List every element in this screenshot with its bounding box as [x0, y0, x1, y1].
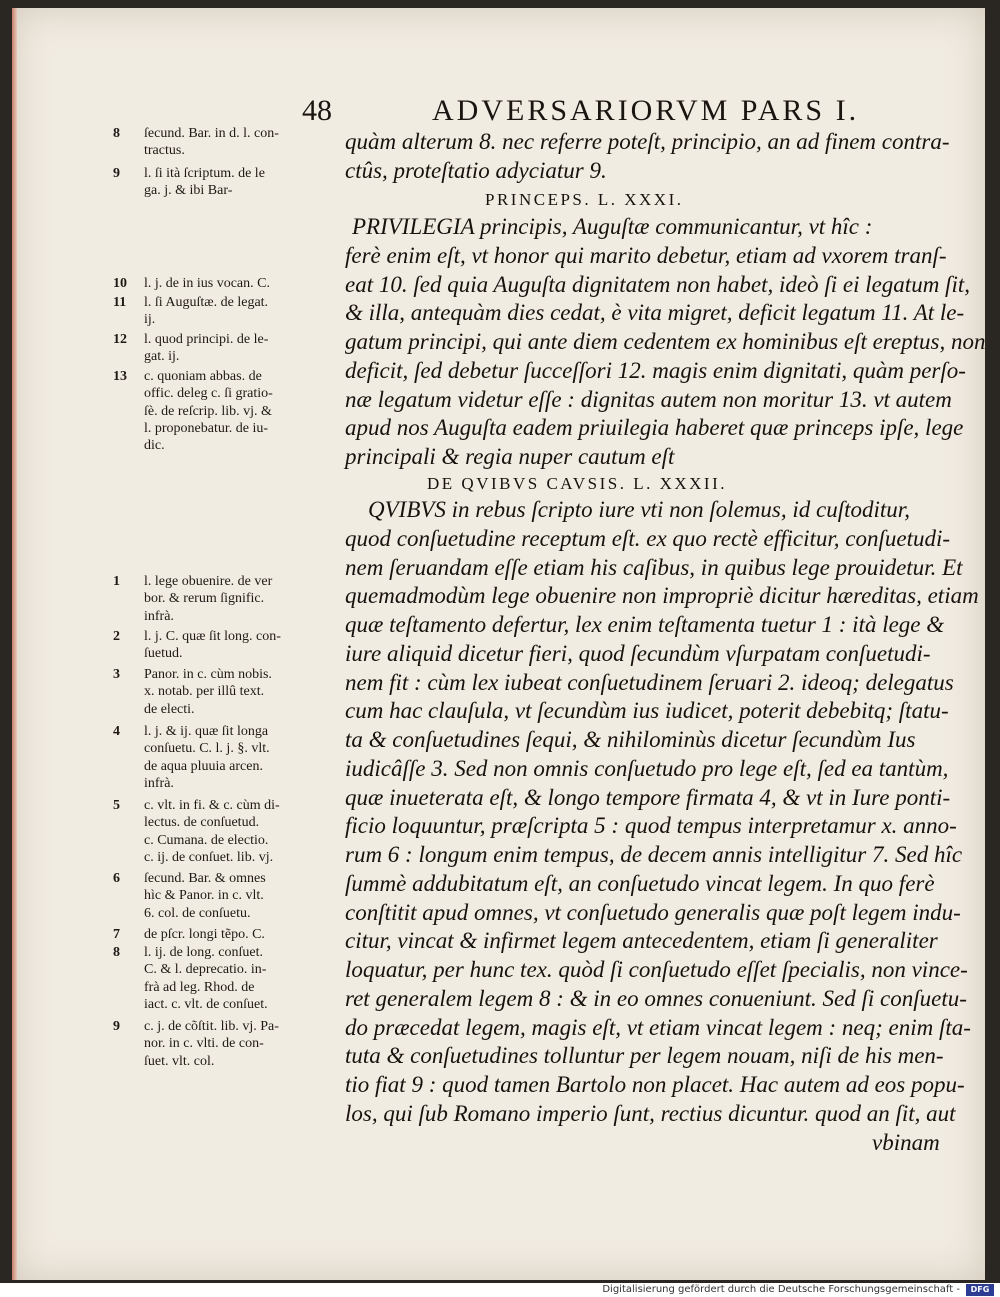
body-line: ret generalem legem 8 : & in eo omnes conueniunt. Sed ſi conſuetu-	[345, 986, 967, 1011]
body-line: nem ſeruandam eſſe etiam his caſibus, in quibus lege prouidetur. Et	[345, 555, 963, 580]
note-line: nor. in c. vlti. de con-	[144, 1036, 264, 1052]
note-number: 9	[113, 166, 120, 181]
note-line: c. Cumana. de electio.	[144, 832, 269, 848]
body-line: ta & conſuetudines ſequi, & nihilominùs dicetur ſecundùm Ius	[345, 727, 916, 752]
note-line: l. j. de in ius vocan. C.	[144, 276, 270, 291]
body-line: QVIBVS in rebus ſcripto iure vti non ſolemus, id cuſtoditur,	[368, 497, 910, 522]
note-number: 8	[113, 126, 120, 141]
body-line: iudicâſſe 3. Sed non omnis conſuetudo pro lege eſt, ſed ea tantùm,	[345, 756, 949, 781]
note-number: 12	[113, 332, 127, 347]
note-line: de aqua pluuia arcen.	[144, 758, 263, 774]
body-line: quemadmodùm lege obuenire non impropriè dicitur hæreditas, etiam	[345, 583, 979, 608]
body-line: principali & regia nuper cautum eſt	[345, 444, 675, 469]
note-line: conſuetu. C. l. j. §. vlt.	[144, 741, 270, 757]
body-line: cum hac clauſula, vt ſecundùm ius iudicet, poterit debebitq; ſtatu-	[345, 698, 949, 723]
note-line: c. vlt. in fi. & c. cùm di-	[144, 798, 280, 813]
body-line: eat 10. ſed quia Auguſta dignitatem non habet, ideò ſi ei legatum ſit,	[345, 272, 970, 297]
body-line: los, qui ſub Romano imperio ſunt, rectius dicuntur. quod an ſit, aut	[345, 1101, 956, 1126]
body-line: ſummè addubitatum eſt, an conſuetudo vincat legem. In quo ferè	[345, 871, 935, 896]
note-line: l. lege obuenire. de ver	[144, 574, 273, 589]
note-line: de pſcr. longi tẽpo. C.	[144, 927, 265, 942]
footer-credit: Digitalisierung gefördert durch die Deutsche Forschungsgemeinschaft -	[602, 1284, 960, 1295]
margin-note	[113, 926, 344, 943]
body-line: quæ teſtamento defertur, lex enim teſtamenta tuetur 1 : ità lege &	[345, 612, 945, 637]
note-line: infrà.	[144, 608, 174, 624]
body-line: iure aliquid dicetur fieri, quod ſecundùm vſurpatam conſuetudi-	[345, 641, 931, 666]
dfg-logo-icon[interactable]: DFG	[966, 1284, 994, 1296]
body-line: conſtitit apud omnes, vt conſuetudo generalis quæ poſt legem indu-	[345, 900, 961, 925]
margin-note	[113, 944, 344, 1013]
note-line: ij.	[144, 312, 156, 328]
note-line: l. proponebatur. de iu-	[144, 420, 269, 436]
note-number: 8	[113, 945, 120, 960]
body-line: PRIVILEGIA principis, Auguſtæ communicantur, vt hîc :	[352, 214, 873, 239]
margin-note	[113, 331, 344, 366]
body-line: nem fit : cùm lex iubeat conſuetudinem ſeruari 2. ideoq; delegatus	[345, 670, 954, 695]
body-line: quàm alterum 8. nec referre poteſt, principio, an ad finem contra-	[345, 129, 950, 154]
body-line: quæ inueterata eſt, & longo tempore firmata 4, & vt in Iure ponti-	[345, 785, 951, 810]
body-line: quod conſuetudine receptum eſt. ex quo rectè efficitur, conſuetudi-	[345, 526, 951, 551]
note-line: l. ſi Auguſtæ. de legat.	[144, 295, 269, 310]
section-heading: PRINCEPS. L. XXXI.	[485, 190, 684, 209]
note-number: 13	[113, 369, 127, 384]
body-line: apud nos Auguſta eadem priuilegia haberet quæ princeps ipſe, lege	[345, 415, 964, 440]
note-line: C. & l. deprecatio. in-	[144, 962, 267, 978]
body-line: ferè enim eſt, vt honor qui marito debetur, etiam ad vxorem tranſ-	[345, 243, 947, 268]
note-line: ſuet. vlt. col.	[144, 1053, 215, 1069]
note-line: ſè. de reſcrip. lib. vj. &	[144, 403, 272, 419]
note-line: dic.	[144, 438, 165, 454]
note-line: l. j. & ij. quæ ſit longa	[144, 724, 269, 739]
note-number: 3	[113, 667, 120, 682]
note-line: iact. c. vlt. de conſuet.	[144, 996, 268, 1012]
body-line: ficio loquuntur, præſcripta 5 : quod tempus interpretamur x. anno-	[345, 813, 957, 838]
body-line: & illa, antequàm dies cedat, è vita migret, deficit legatum 11. At le-	[345, 300, 965, 325]
page-number: 48	[302, 94, 332, 127]
note-number: 4	[113, 724, 120, 739]
note-line: c. j. de cõſtit. lib. vj. Pa-	[144, 1019, 279, 1034]
note-line: l. ij. de long. conſuet.	[144, 945, 263, 960]
note-line: 6. col. de conſuetu.	[144, 905, 251, 921]
page-edge	[12, 8, 17, 1280]
margin-note	[113, 1018, 344, 1070]
body-line: tio fiat 9 : quod tamen Bartolo non placet. Hac autem ad eos popu-	[345, 1072, 965, 1097]
margin-note	[113, 628, 344, 663]
note-number: 5	[113, 798, 120, 813]
note-line: ſecund. Bar. & omnes	[144, 871, 266, 886]
body-line: tuta & conſuetudines tolluntur per legem nouam, niſi de his men-	[345, 1043, 944, 1068]
note-number: 7	[113, 927, 120, 942]
margin-note	[113, 125, 344, 160]
body-line: do præcedat legem, magis eſt, vt etiam vincat legem : neq; enim ſta-	[345, 1015, 971, 1040]
note-number: 11	[113, 295, 127, 310]
note-line: l. j. C. quæ ſit long. con-	[144, 629, 281, 644]
note-line: lectus. de conſuetud.	[144, 815, 260, 831]
note-line: ſecund. Bar. in d. l. con-	[144, 126, 279, 141]
margin-note	[113, 797, 344, 866]
note-line: de electi.	[144, 701, 195, 717]
section-heading: DE QVIBVS CAVSIS. L. XXXII.	[427, 474, 728, 493]
note-line: offic. deleg c. ſi gratio-	[144, 386, 273, 402]
note-number: 10	[113, 276, 127, 291]
body-line: loquatur, per hunc tex. quòd ſi conſuetudo eſſet ſpecialis, non vince-	[345, 957, 968, 982]
body-line: næ legatum videtur eſſe : dignitas autem non moritur 13. vt autem	[345, 387, 952, 412]
note-line: ſuetud.	[144, 646, 183, 662]
digitization-footer	[0, 1283, 1000, 1297]
catchword: vbinam	[872, 1130, 940, 1155]
book-page	[12, 8, 985, 1280]
note-number: 9	[113, 1019, 120, 1034]
note-line: c. quoniam abbas. de	[144, 369, 262, 384]
note-line: gat. ij.	[144, 349, 180, 365]
note-line: l. quod principi. de le-	[144, 332, 269, 347]
note-line: bor. & rerum ſignific.	[144, 591, 265, 607]
note-line: ga. j. & ibi Bar-	[144, 183, 233, 199]
note-number: 6	[113, 871, 120, 886]
note-line: hìc & Panor. in c. vlt.	[144, 888, 264, 904]
note-line: tractus.	[144, 143, 185, 159]
body-line: citur, vincat & infirmet legem antecedentem, etiam ſi generaliter	[345, 928, 938, 953]
body-line: rum 6 : longum enim tempus, de decem annis intelligitur 7. Sed hîc	[345, 842, 963, 867]
running-head: ADVERSARIORVM PARS I.	[432, 94, 860, 127]
body-line: ctûs, proteſtatio adyciatur 9.	[345, 158, 607, 183]
note-line: frà ad leg. Rhod. de	[144, 979, 255, 995]
note-line: infrà.	[144, 775, 174, 791]
margin-note	[113, 165, 344, 200]
margin-note	[113, 294, 344, 329]
margin-note	[113, 666, 344, 718]
note-line: c. ij. de conſuet. lib. vj.	[144, 849, 274, 865]
body-line: deficit, ſed debetur ſucceſſori 12. magis enim dignitati, quàm perſo-	[345, 358, 966, 383]
note-number: 2	[113, 629, 120, 644]
note-line: l. ſi ità ſcriptum. de le	[144, 166, 265, 181]
margin-note	[113, 275, 344, 292]
margin-note	[113, 723, 344, 792]
note-line: Panor. in c. cùm nobis.	[144, 667, 272, 682]
margin-note	[113, 368, 344, 454]
margin-note	[113, 573, 344, 625]
body-line: gatum principi, qui ante diem cedentem ex hominibus eſt ereptus, non	[345, 329, 986, 354]
note-line: x. notab. per illû text.	[144, 684, 265, 700]
margin-note	[113, 870, 344, 922]
note-number: 1	[113, 574, 120, 589]
